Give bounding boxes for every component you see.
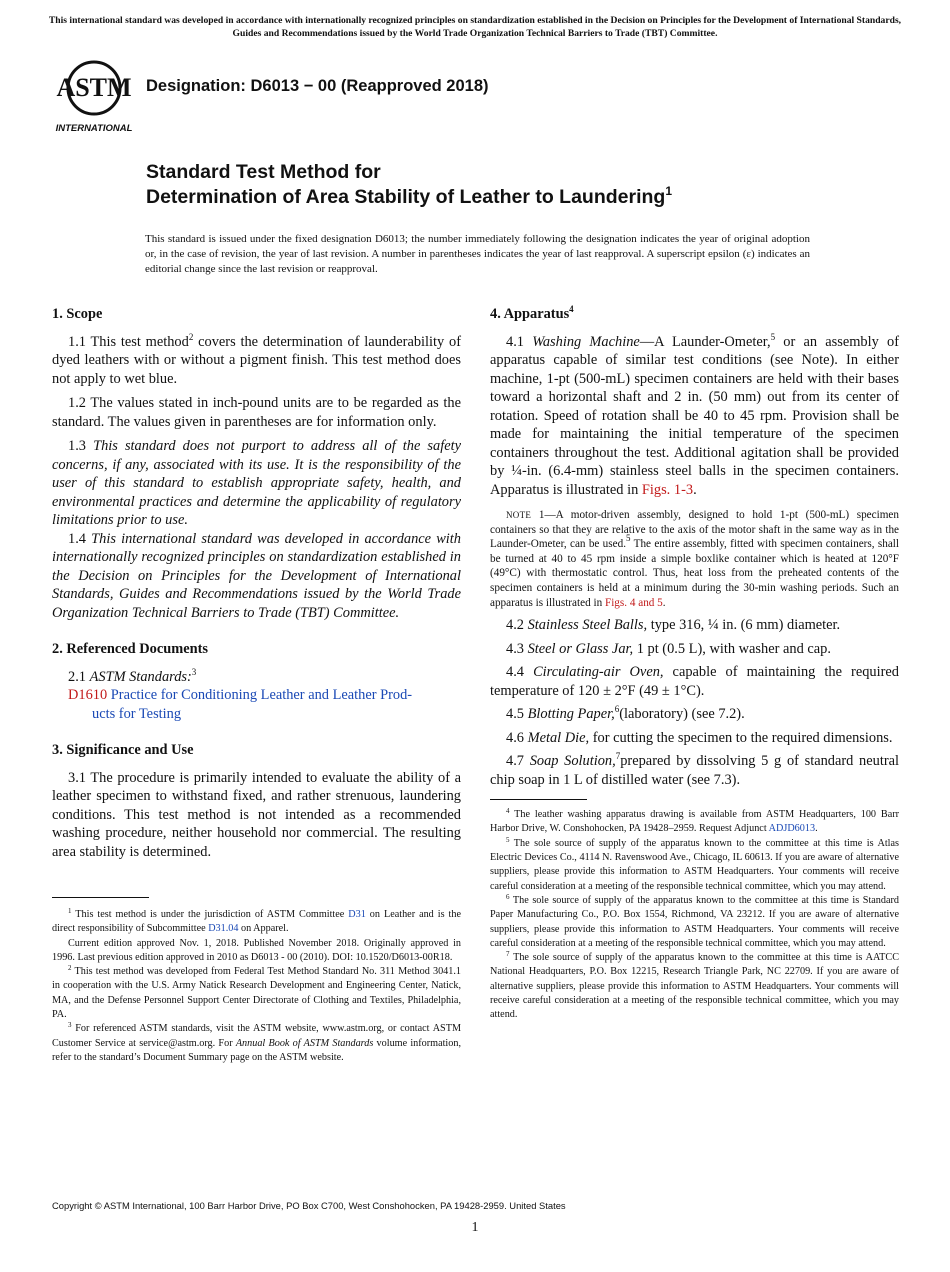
footnote-1-edition: Current edition approved Nov. 1, 2018. Published November 2018. Originally approved in 1996. Last previous edition approved in 2010 as D6013 - 00 (2010). DOI: 10.1520/D6013-00R18.: [52, 937, 461, 963]
paragraph-2-1: 2.1 ASTM Standards:$^3$: [68, 666, 197, 685]
paragraph-4-5: 4.5 Blotting Paper,$^6$(laboratory) (see 7.2).: [506, 704, 745, 723]
section-heading-scope: 1. Scope: [52, 306, 103, 322]
paragraph-4-3: 4.3 Steel or Glass Jar, 1 pt (0.5 L), with washer and cap.: [506, 640, 831, 657]
issuance-statement: This standard is issued under the fixed designation D6013; the number immediately following the designation indicates the year of original adoption or, in the case of revision, the year of last revision. A number in parentheses indicates the year of last reapproval. A superscript epsilon (ε) indicates an editorial change since the last revision or reapproval.: [145, 233, 810, 275]
paragraph-3-1: 3.1 The procedure is primarily intended to evaluate the ability of a leather specimen to withstand fixed, and rather strenuous, laundering conditions. This test method is not intended as a recommended washing procedure, neither household nor commercial. The resulting area stability is determined.: [52, 769, 461, 860]
title-line-1: Standard Test Method for: [146, 161, 381, 183]
right-column: [490, 305, 899, 1023]
footnote-2: $^2$ This test method was developed from Federal Test Method Standard No. 311 Method 3041.1 in cooperation with the U.S. Army Natick Research Development and Engineering Center, Natick, MA, and the Defense Personnel Support Center Directorate of Clothing and Textiles, Philadelphia, PA.: [52, 964, 461, 1021]
international-standard-notice: This international standard was developed in accordance with internationally recognized principles on standardization established in the Decision on Principles for the Development of International Standards, Guides and Recommendations issued by the World Trade Organization Technical Barriers to Trade (TBT) Committee.: [48, 15, 902, 39]
document-title: [146, 160, 846, 210]
logo-text: ASTM: [56, 73, 132, 102]
paragraph-1-2: 1.2 The values stated in inch-pound units are to be regarded as the standard. The values given in parentheses are for information only.: [52, 395, 461, 430]
paragraph-4-4: 4.4 Circulating-air Oven, capable of maintaining the required temperature of 120 ± 2°F (49 ± 1°C).: [490, 664, 899, 699]
copyright-notice: Copyright © ASTM International, 100 Barr Harbor Drive, PO Box C700, West Conshohocken, PA 19428-2959. United States: [52, 1200, 566, 1211]
footnote-3: $^3$ For referenced ASTM standards, visit the ASTM website, www.astm.org, or contact ASTM Customer Service at service@astm.org. For Annual Book of ASTM Standards volume information, refer to the standard’s Document Summary page on the ASTM website.: [52, 1021, 461, 1063]
page-number: 1: [471, 1220, 479, 1235]
figs-4-5-link[interactable]: Figs. 4 and 5: [604, 596, 663, 609]
astm-logo: [52, 58, 136, 136]
adjunct-adjd6013-link[interactable]: ADJD6013: [768, 823, 816, 835]
section-heading-significance: 3. Significance and Use: [52, 742, 194, 758]
paragraph-1-3: 1.3 This standard does not purport to address all of the safety concerns, if any, associated with its use. It is the responsibility of the user of this standard to establish appropriate safety, health, and environmental practices and determine the applicability of regulatory limitations prior to use.: [52, 438, 461, 528]
section-heading-referenced-documents: 2. Referenced Documents: [52, 641, 208, 657]
footnote-5: $^5$ The sole source of supply of the apparatus known to the committee at this time is Atlas Electric Devices Co., 4114 N. Ravenswood Ave., Chicago, IL 60613. If you are aware of alternative suppliers, please provide this information to ASTM Headquarters. Your comments will receive careful consideration at a meeting of the responsible technical committee, which you may attend.: [490, 835, 899, 892]
subcommittee-d31-04-link[interactable]: D31.04: [208, 923, 239, 935]
designation: Designation: D6013 − 00 (Reapproved 2018): [146, 77, 489, 95]
referenced-document-title-cont[interactable]: ucts for Testing: [92, 705, 182, 722]
paragraph-1-1: 1.1 This test method$^2$ covers the determination of launderability of dyed leathers with or without a pigment finish. This test method does not apply to wet blue.: [52, 331, 461, 387]
footnote-7: $^7$ The sole source of supply of the apparatus known to the committee at this time is AATCC National Headquarters, P.O. Box 12215, Research Triangle Park, NC 22709. If you are aware of alternative suppliers, please provide this information to ASTM Headquarters. Your comments will receive careful consideration at a meeting of the responsible technical committee, which you may attend.: [490, 950, 899, 1021]
paragraph-4-7: 4.7 Soap Solution,$^7$prepared by dissolving 5 g of standard neutral chip soap in 1 L of distilled water (see 7.3).: [490, 751, 900, 788]
paragraph-1-4: 1.4 This international standard was developed in accordance with internationally recognized principles on standardization established in the Decision on Principles for the Development of International Standards, Guides and Recommendations issued by the World Trade Organization Technical Barriers to Trade (TBT) Committee.: [52, 530, 461, 621]
paragraph-4-6: 4.6 Metal Die, for cutting the specimen to the required dimensions.: [506, 729, 893, 746]
title-line-2: Determination of Area Stability of Leather to Laundering$^1$: [146, 184, 673, 208]
footnote-6: $^6$ The sole source of supply of the apparatus known to the committee at this time is Standard Paper Manufacturing Co., P.O. Box 1554, Richmond, VA 23212. If you are aware of alternative suppliers, please provide this information to ASTM Headquarters. Your comments will receive careful consideration at a meeting of the responsible technical committee, which you may attend.: [490, 892, 899, 949]
section-heading-apparatus: 4. Apparatus$^4$: [490, 304, 574, 322]
logo-subtext: INTERNATIONAL: [55, 123, 133, 134]
referenced-document-d1610[interactable]: D1610 Practice for Conditioning Leather and Leather Prod-: [68, 687, 413, 703]
left-column: [52, 305, 461, 1065]
figs-1-3-link[interactable]: Figs. 1-3: [641, 481, 694, 498]
paragraph-4-1: 4.1 Washing Machine—A Launder-Ometer,$^5$ or an assembly of apparatus capable of similar test conditions (see Note). In either machine, 1-pt (500-mL) specimen containers are held with their bases toward a horizontal shaft and 2 in. (50 mm) out from its center of rotation. Speed of rotation shall be 40 to 45 rpm. Provision shall be made for maintaining the initial temperature of the specimen containers throughout the test. Additional agitation shall be provided by ¼-in. (6.4-mm) stainless steel balls in the specimen containers. Apparatus is illustrated in Figs. 1-3.: [490, 331, 899, 498]
paragraph-4-2: 4.2 Stainless Steel Balls, type 316, ¼ in. (6 mm) diameter.: [506, 617, 841, 634]
committee-d31-link[interactable]: D31: [348, 909, 366, 920]
footnote-4: $^4$ The leather washing apparatus drawing is available from ASTM Headquarters, 100 Barr Harbor Drive, W. Conshohocken, PA 19428–2959. Request Adjunct ADJD6013.: [490, 807, 899, 835]
footnote-1: $^1$ This test method is under the jurisdiction of ASTM Committee D31 on Leather and is the direct responsibility of Subcommittee D31.04 on Apparel.: [52, 907, 461, 935]
note-1: NOTE 1—A motor-driven assembly, designed to hold 1-pt (500-mL) specimen containers so that they are relative to the axis of the motor shaft in the same way as in the Launder-Ometer, can be used.$^5$ The entire assembly, fitted with specimen containers, shall be turned at 40 to 45 rpm inside a simple boxlike container which is heated at 120°F (49°C) with thermostatic control. Thus, heat loss from the preheated contents of the specimen containers is held at a minimum during the 30-min washing periods. Such an apparatus is illustrated in Figs. 4 and 5.: [490, 509, 899, 609]
